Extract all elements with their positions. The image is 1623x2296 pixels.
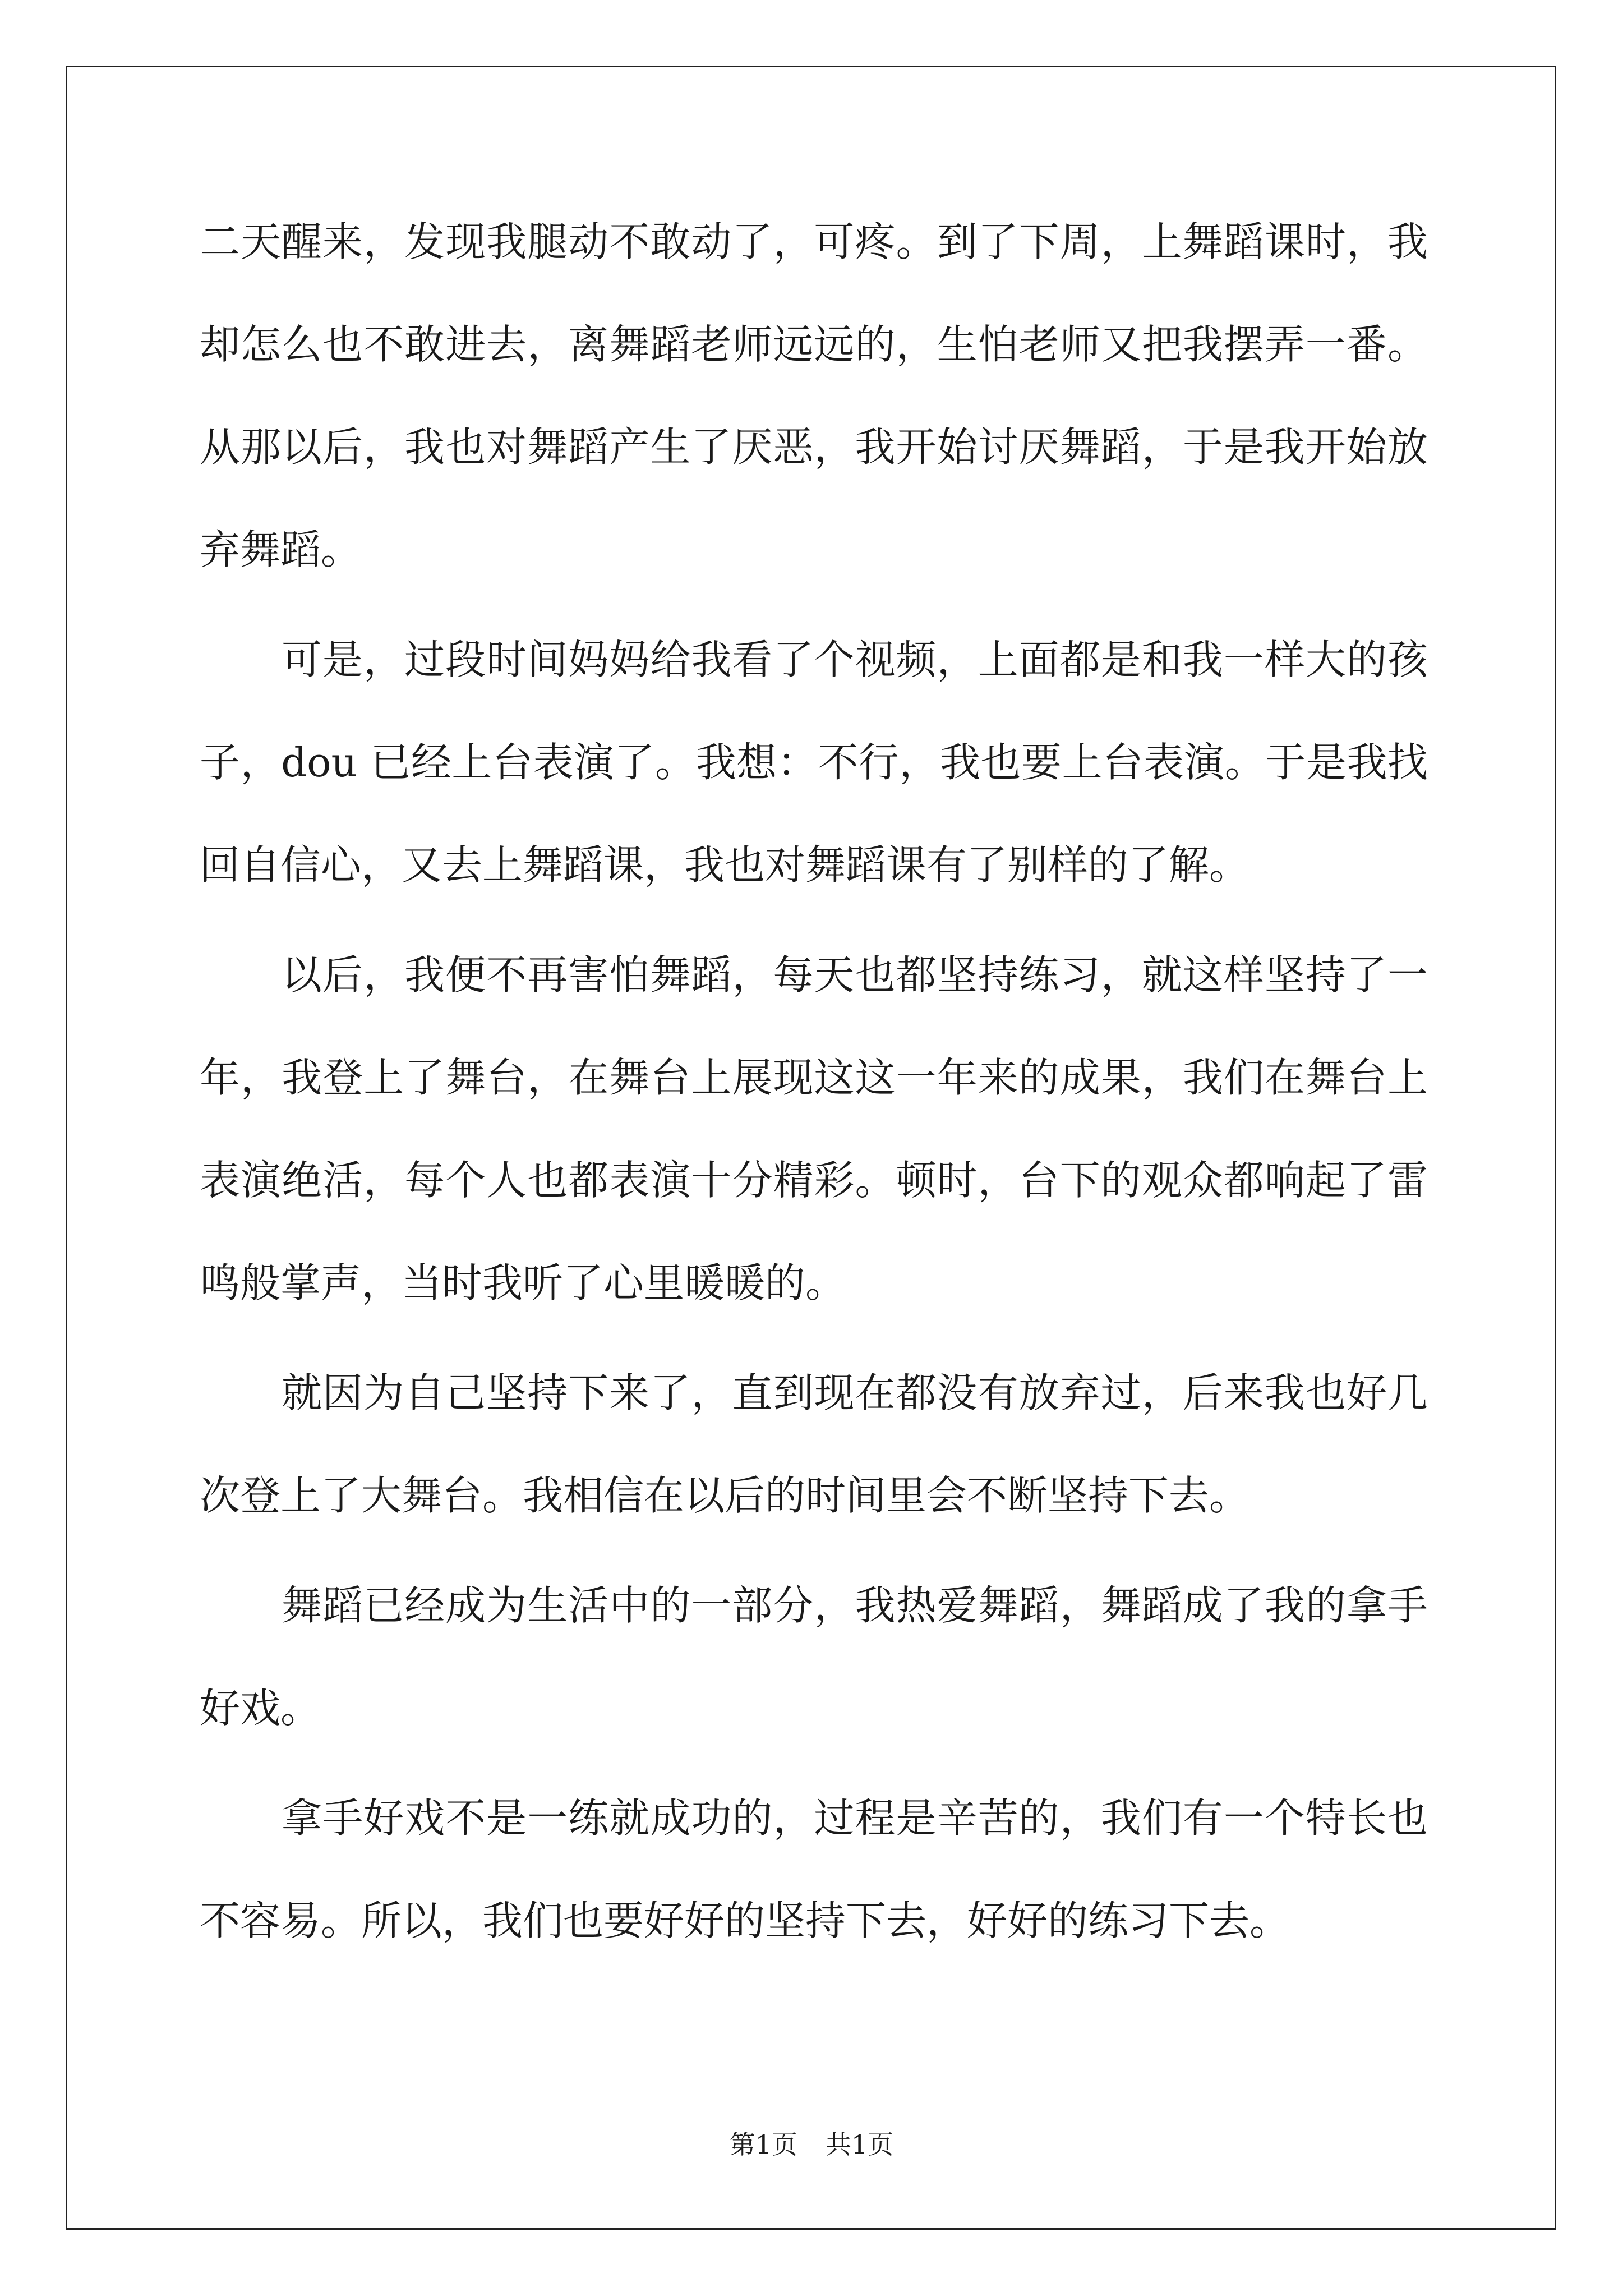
text-line: 却怎么也不敢进去，离舞蹈老师远远的，生怕老师又把我摆弄一番。	[200, 321, 1428, 368]
page-number: 第1页	[729, 2129, 797, 2160]
text-line: 次登上了大舞台。我相信在以后的时间里会不断坚持下去。	[200, 1472, 1250, 1519]
text-line: 可是，过段时间妈妈给我看了个视频，上面都是和我一样大的孩	[282, 636, 1428, 683]
text-line: 从那以后，我也对舞蹈产生了厌恶，我开始讨厌舞蹈，于是我开始放	[200, 424, 1428, 471]
text-line: 就因为自己坚持下来了，直到现在都没有放弃过，后来我也好几	[282, 1369, 1428, 1416]
text-line: 拿手好戏不是一练就成功的，过程是辛苦的，我们有一个特长也	[282, 1795, 1428, 1842]
text-line: 子，dou 已经上台表演了。我想：不行，我也要上台表演。于是我找	[200, 739, 1428, 786]
text-line: 以后，我便不再害怕舞蹈，每天也都坚持练习，就这样坚持了一	[282, 951, 1428, 999]
text-line: 年，我登上了舞台，在舞台上展现这这一年来的成果，我们在舞台上	[200, 1054, 1428, 1101]
page-total: 共1页	[826, 2129, 894, 2160]
text-line: 回自信心，又去上舞蹈课，我也对舞蹈课有了别样的了解。	[200, 841, 1250, 889]
page-footer	[0, 2131, 1623, 2159]
text-line: 舞蹈已经成为生活中的一部分，我热爱舞蹈，舞蹈成了我的拿手	[282, 1582, 1428, 1629]
text-line: 好戏。	[200, 1685, 321, 1732]
text-line: 表演绝活，每个人也都表演十分精彩。顿时，台下的观众都响起了雷	[200, 1157, 1428, 1204]
text-line: 鸣般掌声，当时我听了心里暖暖的。	[200, 1259, 846, 1306]
text-line: 弃舞蹈。	[200, 526, 362, 573]
text-line: 不容易。所以，我们也要好好的坚持下去，好好的练习下去。	[200, 1897, 1290, 1944]
text-line: 二天醒来，发现我腿动不敢动了，可疼。到了下周，上舞蹈课时，我	[200, 218, 1428, 265]
